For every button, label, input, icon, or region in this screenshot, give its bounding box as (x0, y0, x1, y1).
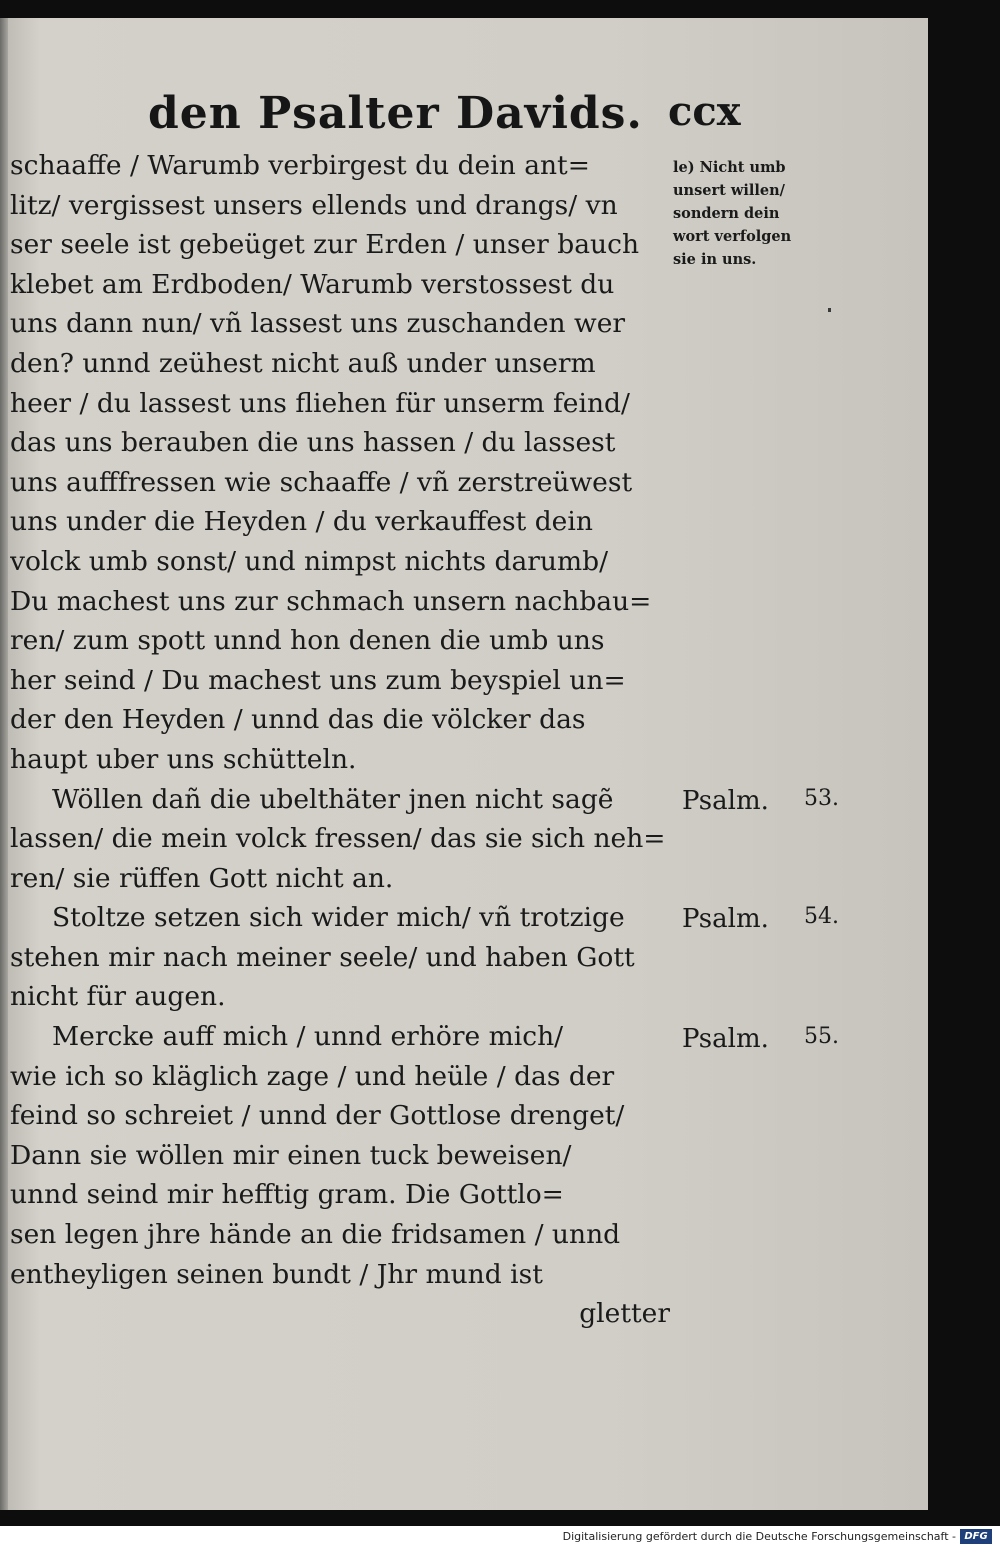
page-binding-edge (0, 18, 8, 1510)
text-line: sen legen jhre hände an die fridsamen / unnd (10, 1219, 621, 1251)
dfg-logo-icon: DFG (960, 1529, 992, 1544)
text-line: Dann sie wöllen mir einen tuck beweisen/ (10, 1139, 572, 1171)
psalm-reference-54 (682, 904, 842, 934)
text-line: Mercke auff mich / unnd erhöre mich/ (52, 1021, 564, 1053)
psalm-reference-label: Psalm. (682, 1024, 769, 1054)
text-line: entheyligen seinen bundt / Jhr mund ist (10, 1258, 543, 1290)
text-line: ser seele ist gebeüget zur Erden / unser bauch (10, 229, 640, 261)
marginal-note-line: wort verfolgen (673, 228, 792, 245)
marginal-note-line: sondern dein (673, 205, 780, 222)
main-text-column (10, 146, 670, 1334)
digitization-footer (0, 1526, 1000, 1548)
ink-speck (828, 308, 831, 312)
text-line: heer / du lassest uns fliehen für unserm feind/ (10, 387, 630, 419)
text-line: Du machest uns zur schmach unsern nachbau= (10, 585, 652, 617)
text-line: schaaffe / Warumb verbirgest du dein ant= (10, 150, 590, 181)
text-line: her seind / Du machest uns zum beyspiel un= (10, 664, 626, 696)
text-line: nicht für augen. (10, 981, 226, 1013)
psalm-reference-number: 54. (804, 904, 839, 929)
psalm-reference-number: 55. (804, 1024, 839, 1049)
text-line: uns dann nun/ vñ lassest uns zuschanden wer (10, 308, 626, 340)
text-line: Wöllen dañ die ubelthäter jnen nicht sagẽ (52, 783, 614, 815)
text-line: ren/ zum spott unnd hon denen die umb uns (10, 625, 605, 657)
marginal-note-line: unsert willen/ (673, 182, 785, 199)
text-line: Stoltze setzen sich wider mich/ vñ trotzige (52, 902, 625, 934)
footer-credit-text: Digitalisierung gefördert durch die Deutsche Forschungsgemeinschaft - (562, 1530, 956, 1543)
text-line: haupt uber uns schütteln. (10, 743, 357, 775)
text-line: lassen/ die mein volck fressen/ das sie sich neh= (10, 823, 666, 855)
text-line: gletter (579, 1298, 670, 1330)
text-line: stehen mir nach meiner seele/ und haben Gott (10, 941, 635, 973)
text-line: klebet am Erdboden/ Warumb verstossest du (10, 268, 615, 300)
text-line: feind so schreiet / unnd der Gottlose drenget/ (10, 1100, 625, 1132)
text-line: litz/ vergissest unsers ellends und drangs/ vn (10, 189, 618, 221)
running-head-title: den Psalter Davids. (148, 88, 643, 139)
scanned-page (0, 18, 928, 1510)
psalm-reference-53 (682, 786, 842, 816)
text-line: uns aufffressen wie schaaffe / vñ zerstreüwest (10, 466, 633, 498)
psalm-reference-label: Psalm. (682, 786, 769, 816)
text-line: den? unnd zeühest nicht auß under unserm (10, 347, 596, 379)
text-line: volck umb sonst/ und nimpst nichts darumb/ (10, 545, 608, 577)
text-line: das uns berauben die uns hassen / du lassest (10, 427, 616, 459)
text-line: uns under die Heyden / du verkauffest dein (10, 506, 593, 538)
text-line: ren/ sie rüffen Gott nicht an. (10, 862, 394, 894)
text-line: der den Heyden / unnd das die völcker das (10, 704, 586, 736)
marginal-note-line: le) Nicht umb (673, 159, 786, 176)
text-line: wie ich so kläglich zage / und heüle / das der (10, 1060, 615, 1092)
text-line: unnd seind mir hefftig gram. Die Gottlo= (10, 1179, 564, 1211)
psalm-reference-label: Psalm. (682, 904, 769, 934)
psalm-reference-55 (682, 1024, 842, 1054)
folio-number: ccx (668, 88, 741, 135)
marginal-note-line: sie in uns. (673, 251, 757, 268)
marginal-note (673, 156, 843, 271)
psalm-reference-number: 53. (804, 786, 839, 811)
